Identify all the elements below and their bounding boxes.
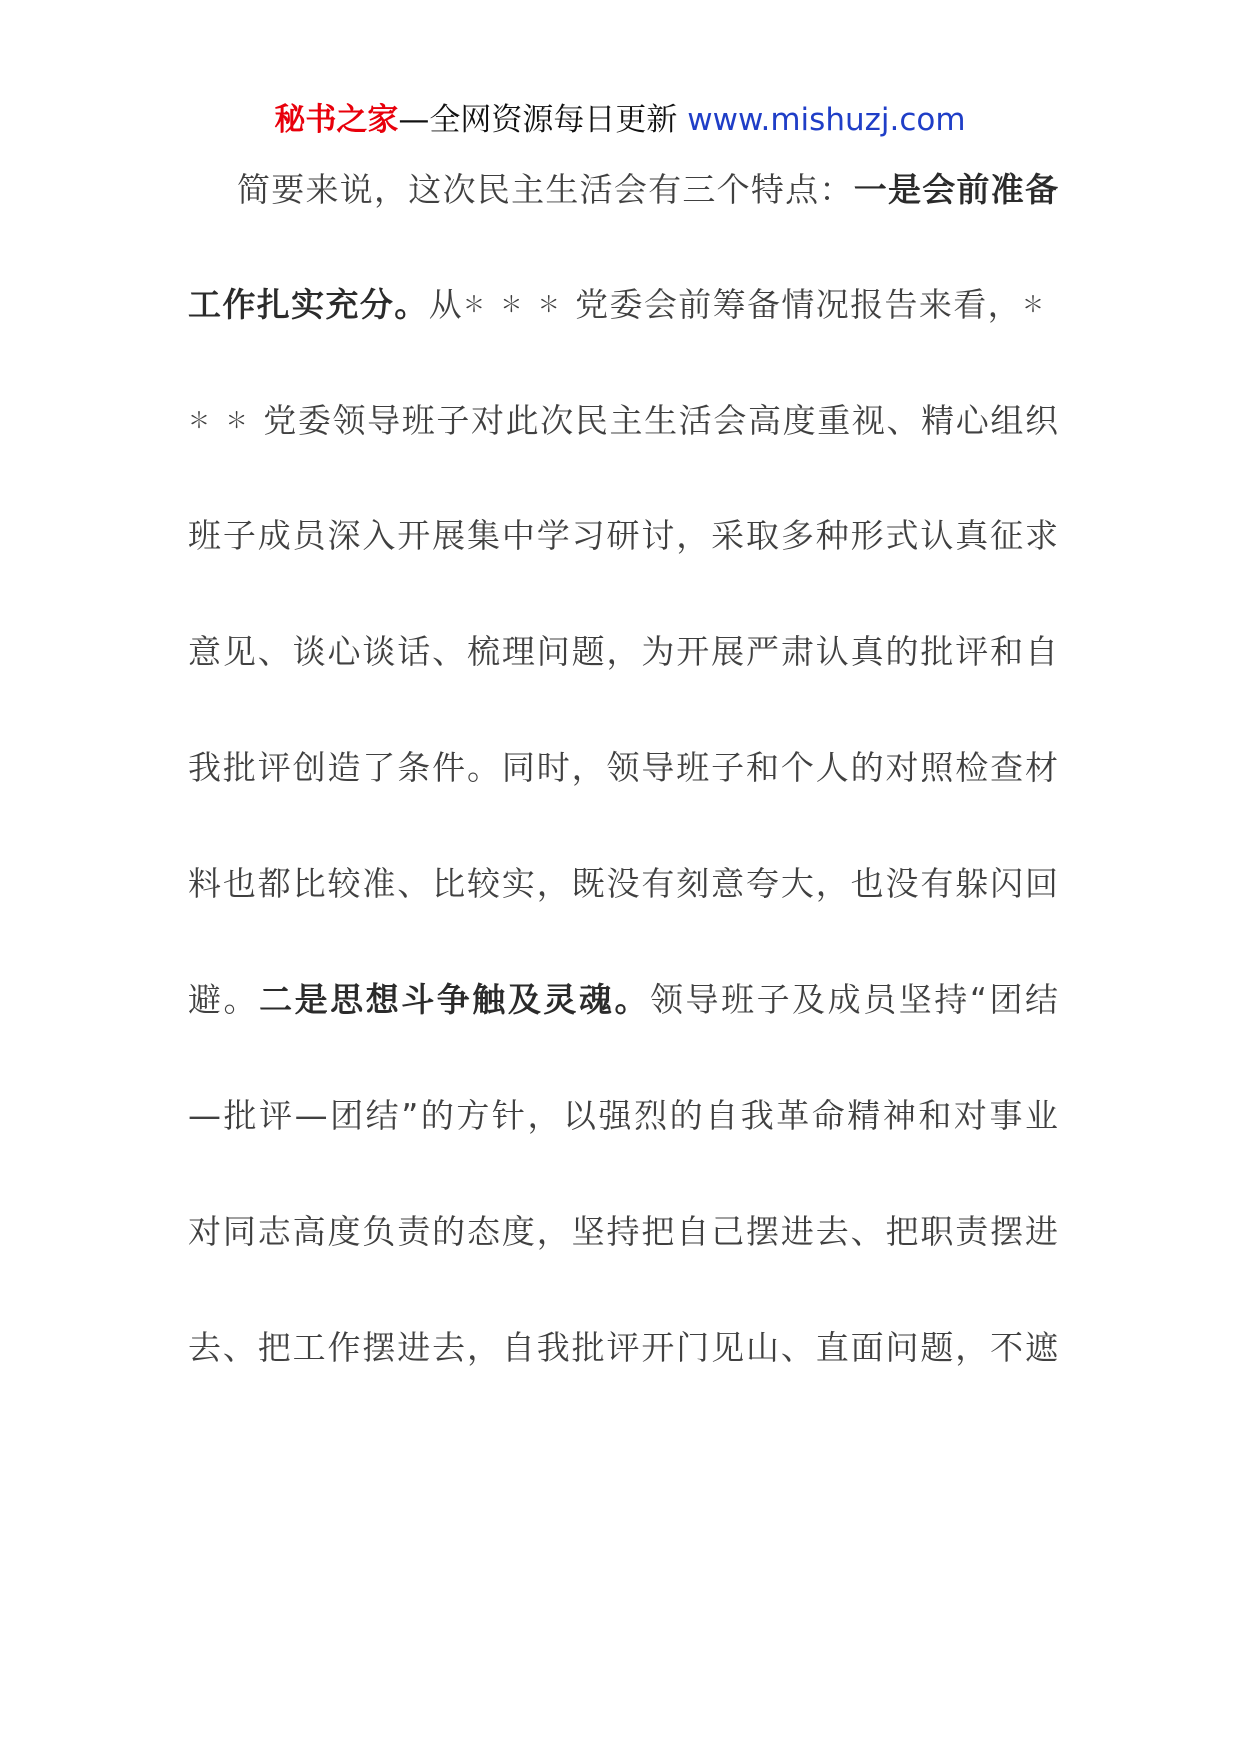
- line-1-text: 简要来说，这次民主生活会有三个特点：: [237, 170, 854, 209]
- paragraph-line-8: [188, 972, 1058, 1028]
- paragraph-line-7: 料也都比较准、比较实，既没有刻意夸大，也没有躲闪回: [188, 864, 1058, 903]
- site-header: [0, 100, 1240, 140]
- site-brand: 秘书之家: [274, 102, 399, 138]
- redacted-name-1: ＊＊＊: [463, 293, 576, 318]
- line-8-text-b: 领导班子及成员坚持“团结: [650, 980, 1059, 1019]
- redacted-name-2b: ＊＊: [188, 409, 264, 434]
- paragraph-line-10: 对同志高度负责的态度，坚持把自己摆进去、把职责摆进: [188, 1212, 1058, 1251]
- point-two-heading: 二是思想斗争触及灵魂。: [259, 980, 650, 1019]
- paragraph-line-6: 我批评创造了条件。同时，领导班子和个人的对照检查材: [188, 748, 1058, 787]
- redacted-name-2a: ＊: [1021, 293, 1058, 318]
- line-2-text-a: 从: [428, 285, 463, 324]
- paragraph-line-2: [188, 277, 1058, 333]
- paragraph-line-1: [237, 162, 1058, 218]
- point-one-heading-part1: 一是会前准备: [853, 170, 1059, 209]
- line-3-text: 党委领导班子对此次民主生活会高度重视、精心组织: [263, 401, 1058, 440]
- site-tagline: —全网资源每日更新: [398, 102, 678, 138]
- paragraph-line-11: 去、把工作摆进去，自我批评开门见山、直面问题，不遮: [188, 1328, 1058, 1367]
- paragraph-line-5: 意见、谈心谈话、梳理问题，为开展严肃认真的批评和自: [188, 632, 1058, 671]
- line-2-text-b: 党委会前筹备情况报告来看，: [575, 285, 1022, 324]
- paragraph-line-9: —批评—团结”的方针，以强烈的自我革命精神和对事业: [188, 1096, 1058, 1135]
- paragraph-line-4: 班子成员深入开展集中学习研讨，采取多种形式认真征求: [188, 516, 1058, 555]
- paragraph-line-3: [188, 393, 1058, 449]
- line-8-text-a: 避。: [188, 980, 260, 1019]
- point-one-heading-part2: 工作扎实充分。: [188, 285, 429, 324]
- site-url-link[interactable]: www.mishuzj.com: [687, 102, 966, 138]
